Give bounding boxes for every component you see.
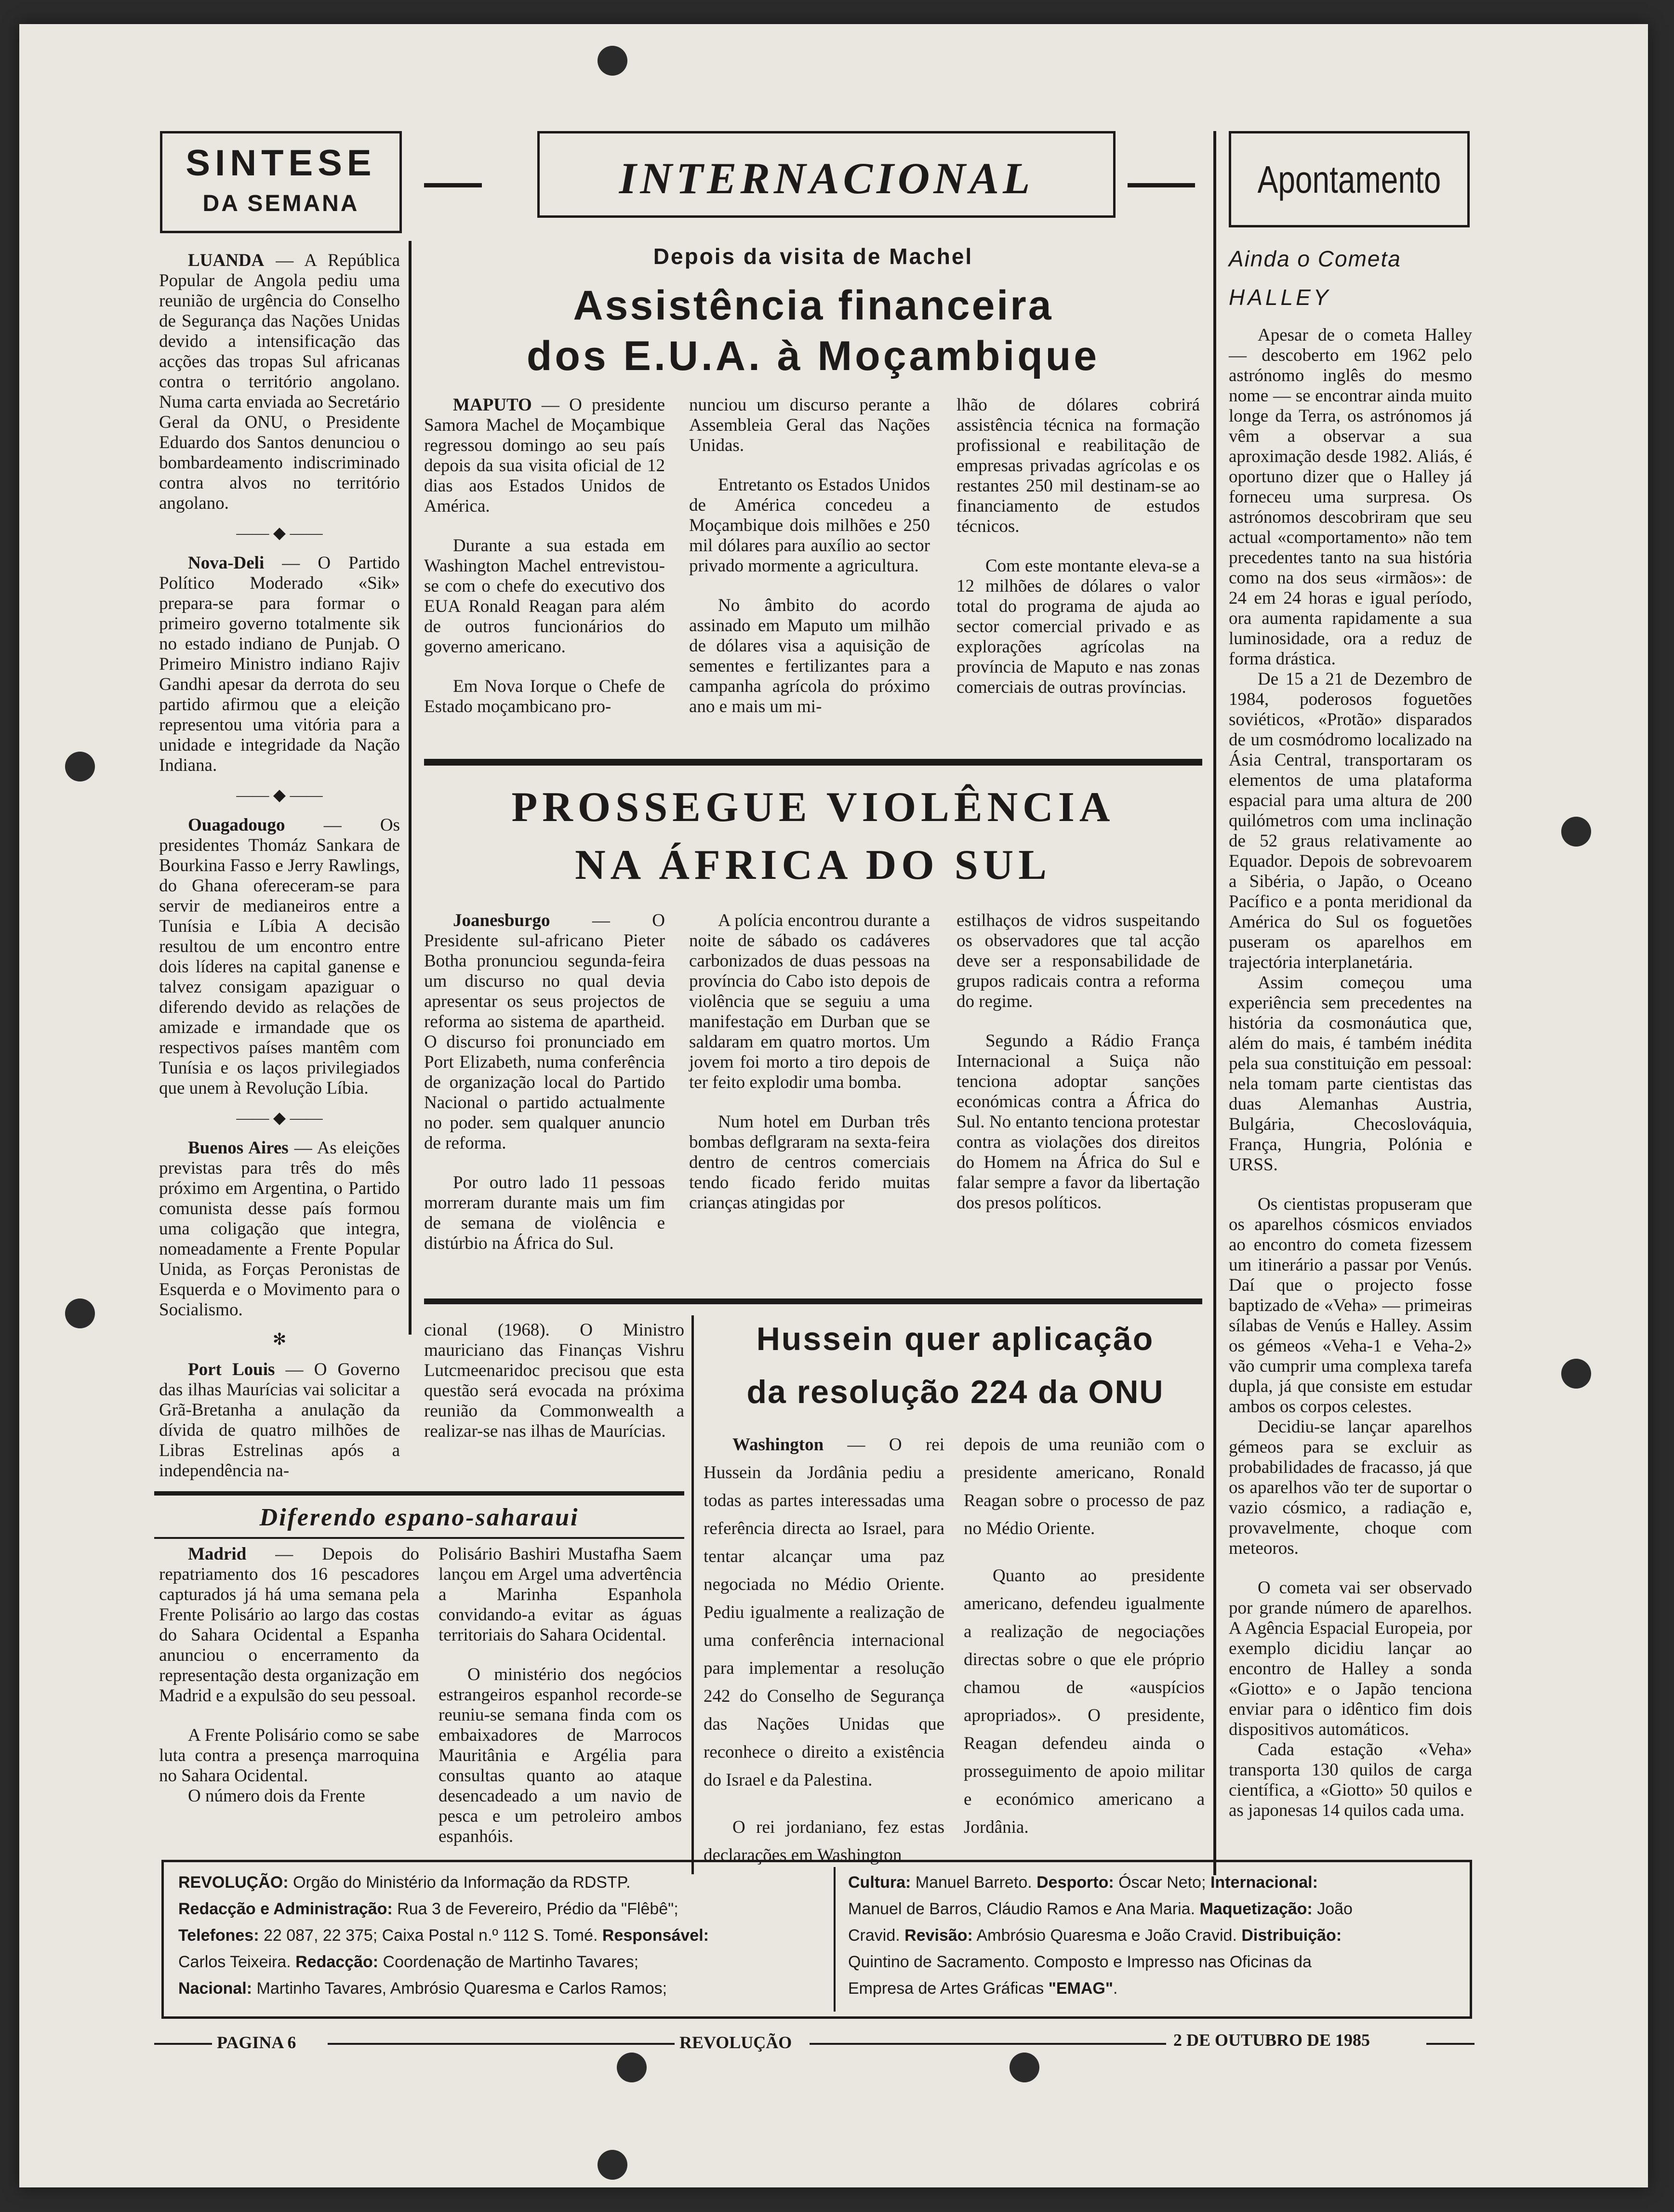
apontamento-title: Apontamento bbox=[1257, 158, 1441, 201]
paragraph: depois de uma reunião com o presidente americano, Ronald Reagan sobre o processo de paz no Médio Oriente. bbox=[964, 1435, 1205, 1538]
mocambique-col-3 bbox=[957, 395, 1200, 717]
credits-text: João bbox=[1312, 1900, 1353, 1918]
apontamento-header bbox=[1229, 131, 1470, 227]
footer-rule bbox=[1426, 2043, 1475, 2045]
port-louis-continuation: cional (1968). O Ministro mauriciano das Finanças Vishru Lutcmeenaridoc precisou que esta questão será evocada na próxima reunião da Commonwealth a realizar-se nas ilhas de Maurícias. bbox=[424, 1320, 684, 1441]
item-text: — Os presidentes Thomáz Sankara de Bourkina Fasso e Jerry Rawlings, do Ghana ofereceram-se para servir de medianeiros entre a Tunísia e Líbia A decisão resultou de um encontro entre dois líderes na capital ganense e talvez consigam apaziguar o diferendo devido as relações de amizade e irmandade que os respectivos países mantêm com Tunísia e os laços privilegiados que unem à Revolução Líbia. bbox=[159, 815, 400, 1098]
paragraph: O número dois da Frente bbox=[188, 1786, 365, 1806]
header-dash-left bbox=[424, 183, 482, 187]
sintese-item bbox=[159, 815, 400, 1099]
hussein-col-1 bbox=[704, 1431, 944, 1889]
saharaui-col-1 bbox=[159, 1544, 419, 1826]
credits-label: Redacção: bbox=[295, 1953, 379, 1971]
newspaper-page bbox=[19, 24, 1648, 2187]
credits-text: Carlos Teixeira. bbox=[178, 1953, 296, 1971]
item-lead: MAPUTO bbox=[453, 395, 532, 415]
section-rule bbox=[154, 1491, 684, 1496]
paragraph: Por outro lado 11 pessoas morreram durante mais um fim de semana de violência e distúrbio na África do Sul. bbox=[424, 1173, 665, 1253]
item-text: — As eleições previstas para três do mês próximo em Argentina, o Partido comunista desse país formou uma coligação que integra, nomeadamente a Frente Popular Unida, as Forças Peronistas de Esquerda e o Movimento para o Socialismo. bbox=[159, 1138, 400, 1320]
punch-hole bbox=[1561, 817, 1591, 847]
footer-paper-name: REVOLUÇÃO bbox=[679, 2033, 792, 2052]
credits-line bbox=[848, 1922, 1460, 1949]
credits-label: Internacional: bbox=[1210, 1873, 1318, 1892]
punch-hole bbox=[65, 1298, 95, 1328]
credits-text: Orgão do Ministério da Informação da RDSTP. bbox=[288, 1873, 631, 1892]
item-lead: Port Louis bbox=[188, 1360, 275, 1379]
item-lead: Joanesburgo bbox=[453, 911, 550, 930]
credits-text: . bbox=[1113, 1979, 1118, 1998]
sintese-subtitle: DA SEMANA bbox=[202, 191, 359, 216]
credits-text: Coordenação de Martinho Tavares; bbox=[378, 1953, 639, 1971]
saharaui-col-2 bbox=[438, 1544, 682, 1866]
sintese-item bbox=[159, 1360, 400, 1481]
section-rule bbox=[424, 759, 1202, 766]
internacional-header bbox=[537, 131, 1116, 218]
credits-line bbox=[178, 1922, 819, 1949]
footer-rule bbox=[810, 2043, 1166, 2045]
separator-diamond: —— ◆ —— bbox=[236, 786, 323, 804]
credits-text: Rua 3 de Fevereiro, Prédio da "Flêbê"; bbox=[392, 1900, 678, 1918]
credits-line bbox=[178, 1975, 819, 2002]
sintese-item bbox=[159, 553, 400, 776]
africa-sul-col-3 bbox=[957, 911, 1200, 1232]
credits-box bbox=[161, 1860, 1472, 2019]
credits-line bbox=[848, 1896, 1460, 1922]
footer-rule bbox=[154, 2043, 212, 2045]
mocambique-kicker: Depois da visita de Machel bbox=[653, 244, 973, 269]
paragraph: O cometa vai ser observado por grande número de aparelhos. A Agência Espacial Europeia, por exemplo dicidiu lançar ao encontro de Halley a sonda «Giotto» e o Japão tenciona enviar para o idêntico fim dois dispositivos automáticos. bbox=[1229, 1578, 1472, 1739]
credits-line bbox=[848, 1869, 1460, 1896]
column-rule-mid bbox=[691, 1315, 694, 1874]
mocambique-col-2 bbox=[689, 395, 930, 736]
item-text: — O Governo das ilhas Maurícias vai solicitar a Grã-Bretanha a anulação da dívida de quatro milhões de Libras Estrelinas após a independência na- bbox=[159, 1360, 400, 1481]
paragraph: lhão de dólares cobrirá assistência técnica na formação profissional e reabilitação de empresas privadas agrícolas e os restantes 250 mil destinam-se ao financiamento de estudos técnicos. bbox=[957, 395, 1200, 536]
punch-hole bbox=[598, 2150, 627, 2180]
credits-text: Cravid. bbox=[848, 1926, 905, 1945]
header-dash-right bbox=[1128, 183, 1195, 187]
credits-text: Empresa de Artes Gráficas bbox=[848, 1979, 1049, 1998]
credits-line bbox=[848, 1975, 1460, 2002]
paragraph: Decidiu-se lançar aparelhos gémeos para se excluir as probabilidades de fracasso, já que os aparelhos vão ter de suportar o vazio cósmico, a radiação e, provavelmente, choque com meteoros. bbox=[1229, 1417, 1472, 1558]
paragraph: Cada estação «Veha» transporta 130 quilos de carga científica, a «Giotto» 50 quilos e as japonesas 14 quilos cada uma. bbox=[1229, 1740, 1472, 1820]
credits-label: Telefones: bbox=[178, 1926, 259, 1945]
credits-label: REVOLUÇÃO: bbox=[178, 1873, 289, 1892]
credits-label: Responsável: bbox=[602, 1926, 709, 1945]
credits-label: Maquetização: bbox=[1199, 1900, 1313, 1918]
paragraph bbox=[424, 395, 665, 517]
sintese-title: SINTESE bbox=[186, 143, 376, 184]
sintese-column bbox=[159, 251, 400, 1500]
africa-sul-headline-1: PROSSEGUE VIOLÊNCIA bbox=[511, 784, 1115, 831]
footer-date: 2 DE OUTUBRO DE 1985 bbox=[1173, 2030, 1370, 2050]
item-lead: Buenos Aires bbox=[188, 1138, 289, 1158]
paragraph: De 15 a 21 de Dezembro de 1984, poderosos foguetões soviéticos, «Protão» disparados de um cosmódromo localizado na Ásia Central, transportaram os elementos de uma plataforma espacial para uma altura de 200 quilómetros com uma inclinação de 52 graus relativamente ao Equador. Depois de sobrevoarem a Sibéria, o Japão, o Oceano Pacífico e a ponta meridional da América do Sul os foguetões puseram os aparelhos em trajectória interplanetária. bbox=[1229, 669, 1472, 972]
column-rule-right bbox=[1213, 131, 1216, 1875]
separator-diamond: —— ◆ —— bbox=[236, 1109, 323, 1127]
credits-left bbox=[178, 1869, 819, 2002]
item-text: — O rei Hussein da Jordânia pediu a todas as partes interessadas uma referência directa ao Israel, para tentar alcançar uma paz negociada no Médio Oriente. Pediu igualmente a realização de uma conferência internacional para implementar a resolução 242 do Conselho de Segurança das Nações Unidas que reconhece o direito a existência do Israel e da Palestina. bbox=[704, 1435, 944, 1790]
separator-diamond: —— ◆ —— bbox=[236, 524, 323, 542]
item-text: — Depois do repatriamento dos 16 pescadores capturados já há uma semana pela Frente Polisário ao largo das costas do Sahara Ocidental a Espanha anunciou o encerramento da representação desta organização em Madrid e a expulsão do seu pessoal. bbox=[159, 1544, 419, 1706]
paragraph: Entretanto os Estados Unidos de América concedeu a Moçambique dois milhões e 250 mil dólares para auxílio ao sector privado mormente a agricultura. bbox=[689, 475, 930, 576]
paragraph: estilhaços de vidros suspeitando os observadores que tal acção deve ser a responsabilidade de grupos radicais contra a reforma do regime. bbox=[957, 911, 1200, 1011]
sintese-item bbox=[159, 1138, 400, 1320]
paragraph: O rei jordaniano, fez estas declarações em Washington bbox=[704, 1817, 944, 1865]
credits-label: Cultura: bbox=[848, 1873, 911, 1892]
item-lead: Ouagadougo bbox=[188, 815, 285, 835]
item-lead: Nova-Deli bbox=[188, 553, 265, 573]
credits-line bbox=[848, 1949, 1460, 1975]
paragraph: Num hotel em Durban três bombas deflgraram na sexta-feira dentro de centros comerciais tendo ficado ferido muitas crianças atingidas por bbox=[689, 1112, 930, 1213]
sintese-item bbox=[159, 251, 400, 514]
saharaui-headline: Diferendo espano-saharaui bbox=[259, 1504, 579, 1531]
item-lead: Madrid bbox=[188, 1544, 247, 1564]
credits-divider bbox=[834, 1867, 836, 2012]
paragraph: Em Nova Iorque o Chefe de Estado moçambicano pro- bbox=[424, 676, 665, 716]
mocambique-headline-2: dos E.U.A. à Moçambique bbox=[526, 333, 1100, 379]
hussein-headline-1: Hussein quer aplicação bbox=[756, 1321, 1155, 1357]
punch-hole bbox=[65, 752, 95, 781]
cometa-title-2: HALLEY bbox=[1229, 285, 1331, 310]
credits-text: 22 087, 22 375; Caixa Postal n.º 112 S. Tomé. bbox=[259, 1926, 602, 1945]
africa-sul-col-2 bbox=[689, 911, 930, 1232]
credits-text: Manuel de Barros, Cláudio Ramos e Ana Maria. bbox=[848, 1900, 1200, 1918]
credits-line bbox=[178, 1949, 819, 1975]
punch-hole bbox=[1561, 1359, 1591, 1389]
credits-label: Nacional: bbox=[178, 1979, 252, 1998]
credits-text: Manuel Barreto. bbox=[911, 1873, 1037, 1892]
item-text: — O Presidente sul-africano Pieter Botha pronunciou segunda-feira um discurso no qual devia apresentar os seus projectos de reforma ao sistema de apartheid. O discurso foi pronunciado em Port Elizabeth, numa conferência de organização local do Partido Nacional o partido actualmente no poder. sem qualquer anuncio de reforma. bbox=[424, 911, 665, 1153]
punch-hole bbox=[1010, 2053, 1039, 2082]
item-text: — O presidente Samora Machel de Moçambique regressou domingo ao seu país depois da sua visita oficial de 12 dias aos Estados Unidos de América. bbox=[424, 395, 665, 516]
paragraph: Quanto ao presidente americano, defendeu igualmente a realização de negociações directas sobre o que ele próprio chamou de «auspícios apropriados». O presidente, Reagan defendeu ainda o prosseguimento de apoio militar e económico americano a Jordânia. bbox=[964, 1566, 1205, 1837]
hussein-headline-2: da resolução 224 da ONU bbox=[746, 1374, 1164, 1410]
item-text: — A República Popular de Angola pediu uma reunião de urgência do Conselho de Segurança das Nações Unidas devido a intensificação das acções das tropas Sul africanas contra o território angolano. Numa carta enviada ao Secretário Geral da ONU, o Presidente Eduardo dos Santos denunciou o bombardeamento indiscriminado contra alvos no território angolano. bbox=[159, 251, 400, 513]
credits-right bbox=[848, 1869, 1460, 2002]
africa-sul-headline-2: NA ÁFRICA DO SUL bbox=[575, 842, 1051, 888]
footer-page-number: PAGINA 6 bbox=[217, 2033, 296, 2052]
section-rule bbox=[424, 1298, 1202, 1304]
credits-text: Quintino de Sacramento. Composto e Impresso nas Oficinas da bbox=[848, 1953, 1312, 1971]
africa-sul-col-1 bbox=[424, 911, 665, 1273]
credits-label: Revisão: bbox=[904, 1926, 973, 1945]
credits-label: "EMAG" bbox=[1048, 1979, 1113, 1998]
paragraph: A polícia encontrou durante a noite de sábado os cadáveres carbonizados de duas pessoas na província do Cabo isto depois de violência que se seguiu a uma manifestação em Durban que se saldaram em quatro mortos. Um jovem foi morto a tiro depois de ter feito explodir uma bomba. bbox=[689, 911, 930, 1092]
paragraph: A Frente Polisário como se sabe luta contra a presença marroquina no Sahara Ocidental. bbox=[159, 1725, 419, 1786]
paragraph bbox=[704, 1431, 944, 1794]
cometa-column bbox=[1229, 325, 1472, 1840]
paragraph bbox=[159, 1544, 419, 1706]
sintese-header bbox=[160, 131, 402, 233]
separator-star: ✻ bbox=[272, 1331, 287, 1349]
credits-line bbox=[178, 1869, 819, 1896]
paragraph: Durante a sua estada em Washington Machel entrevistou-se com o chefe do executivo dos EUA Ronald Reagan para além de outros funcionários do governo americano. bbox=[424, 536, 665, 657]
cometa-title-1: Ainda o Cometa bbox=[1229, 246, 1401, 271]
footer-rule bbox=[328, 2043, 675, 2045]
paragraph: Os cientistas propuseram que os aparelhos cósmicos enviados ao encontro do cometa fizessem um itinerário a passar por Venús. Daí que o projecto fosse baptizado de «Veha» — primeiras sílabas de Venús e Halley. Assim os gémeos «Veha-1 e Veha-2» vão cumprir uma complexa tarefa dupla, já que consiste em estudar ambos os corpos celestes. bbox=[1229, 1194, 1472, 1417]
column-rule-left bbox=[409, 241, 412, 1335]
mocambique-headline-1: Assistência financeira bbox=[573, 282, 1053, 329]
item-lead: Washington bbox=[732, 1435, 824, 1455]
credits-label: Desporto: bbox=[1036, 1873, 1114, 1892]
paragraph bbox=[424, 911, 665, 1153]
punch-hole bbox=[598, 46, 627, 76]
paragraph: Polisário Bashiri Mustafha Saem lançou em Argel uma advertência a Marinha Espanhola convidando-a evitar as águas territoriais do Sahara Ocidental. bbox=[438, 1544, 682, 1645]
paragraph: Assim começou uma experiência sem precedentes na história da cosmonáutica que, além do mais, é também inédita pela sua constituição em pessoal: nela tomam parte cientistas das duas Alemanhas Austria, Bulgária, Checoslováquia, França, Hungria, Polónia e URSS. bbox=[1229, 973, 1472, 1175]
section-rule bbox=[154, 1537, 684, 1539]
credits-line bbox=[178, 1896, 819, 1922]
mocambique-col-1 bbox=[424, 395, 665, 736]
credits-label: Distribuição: bbox=[1241, 1926, 1342, 1945]
credits-text: Óscar Neto; bbox=[1114, 1873, 1210, 1892]
paragraph: No âmbito do acordo assinado em Maputo um milhão de dólares visa a aquisição de sementes e fertilizantes para a campanha agrícola do próximo ano e mais um mi- bbox=[689, 596, 930, 716]
hussein-col-2 bbox=[964, 1431, 1205, 1861]
credits-label: Redacção e Administração: bbox=[178, 1900, 393, 1918]
punch-hole bbox=[617, 2053, 647, 2082]
paragraph: O ministério dos negócios estrangeiros espanhol recorde-se reuniu-se semana finda com os embaixadores de Marrocos Mauritânia e Argélia para consultas quanto ao ataque desencadeado a um navio de pesca e um petroleiro ambos espanhóis. bbox=[438, 1665, 682, 1846]
paragraph: Segundo a Rádio França Internacional a Suiça não tenciona adoptar sanções económicas contra a África do Sul. No entanto tenciona protestar contra as violações dos direitos do Homem na África do Sul e falar sempre a favor da libertação dos presos políticos. bbox=[957, 1031, 1200, 1213]
credits-text: Martinho Tavares, Ambrósio Quaresma e Carlos Ramos; bbox=[252, 1979, 667, 1998]
item-lead: LUANDA bbox=[188, 251, 265, 270]
credits-text: Ambrósio Quaresma e João Cravid. bbox=[972, 1926, 1242, 1945]
paragraph: Com este montante eleva-se a 12 milhões de dólares o valor total do programa de ajuda ao sector comercial privado e as explorações agrícolas na província de Maputo e nas zonas comerciais de outras províncias. bbox=[957, 556, 1200, 697]
paragraph: nunciou um discurso perante a Assembleia Geral das Nações Unidas. bbox=[689, 395, 930, 455]
paragraph: Apesar de o cometa Halley — descoberto em 1962 pelo astrónomo inglês do mesmo nome — se encontrar ainda muito longe da Terra, os astrónomos já vêm a observar a sua aproximação desde 1982. Aliás, é oportuno dizer que o Halley já forneceu uma surpresa. Os astrónomos descobriram que seu actual «comportamento» não tem precedentes tanto na sua história como na dos seus «irmãos»: de 24 em 24 horas e igual período, ora aumenta rapidamente a sua luminosidade, ora a reduz de forma drástica. bbox=[1229, 325, 1472, 669]
internacional-title: INTERNACIONAL bbox=[619, 154, 1034, 203]
item-text: — O Partido Político Moderado «Sik» prepara-se para formar o primeiro governo totalmente sik no estado indiano de Punjab. O Primeiro Ministro indiano Rajiv Gandhi apesar da derrota do seu partido afirmou que a eleição representou uma vitória para a unidade e integridade da Nação Indiana. bbox=[159, 553, 400, 775]
